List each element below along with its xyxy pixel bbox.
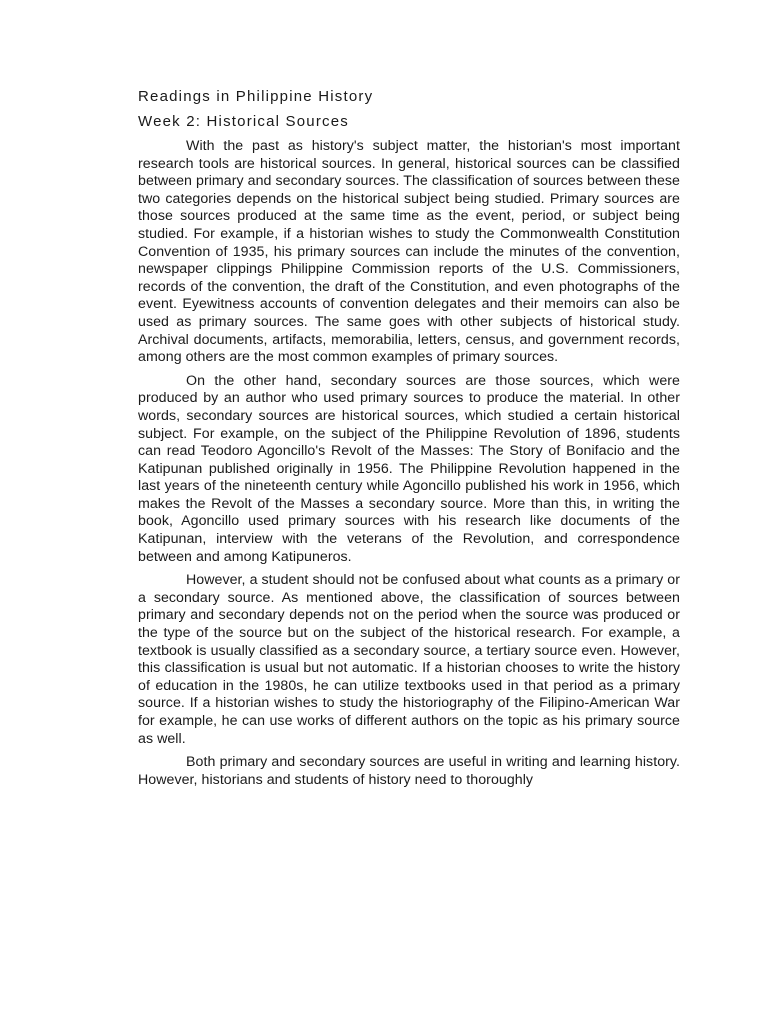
paragraph-secondary-sources: On the other hand, secondary sources are those sources, which were produced by an author who used primary sources to produce the material. In other words, secondary sources are historical sources, which studied a certain historical subject. For example, on the subject of the Philippine Revolution of 1896, students can read Teodoro Agoncillo's Revolt of the Masses: The Story of Bonifacio and the Katipunan published originally in 1956. The Philippine Revolution happened in the last years of the nineteenth century while Agoncillo published his work in 1956, which makes the Revolt of the Masses a secondary source. More than this, in writing the book, Agoncillo used primary sources with his research like documents of the Katipunan, interview with the veterans of the Revolution, and correspondence between and among Katipuneros. [138,372,680,565]
paragraph-classification: However, a student should not be confused about what counts as a primary or a secondary source. As mentioned above, the classification of sources between primary and secondary depends not on the period when the source was produced or the type of the source but on the subject of the historical research. For example, a textbook is usually classified as a secondary source, a tertiary source even. However, this classification is usual but not automatic. If a historian chooses to write the history of education in the 1980s, he can utilize textbooks used in that period as a primary source. If a historian wishes to study the historiography of the Filipino-American War for example, he can use works of different authors on the topic as his primary source as well. [138,572,680,747]
body-text [138,138,680,789]
week-title: Week 2: Historical Sources [138,113,349,130]
document-page [138,86,680,795]
paragraph-usefulness: Both primary and secondary sources are useful in writing and learning history. However, historians and students of history need to thoroughly [138,754,680,788]
course-title: Readings in Philippine History [138,88,374,105]
paragraph-primary-sources: With the past as history's subject matter, the historian's most important research tools are historical sources. In general, historical sources can be classified between primary and secondary sources. The classification of sources between these two categories depends on the historical subject being studied. Primary sources are those sources produced at the same time as the event, period, or subject being studied. For example, if a historian wishes to study the Commonwealth Constitution Convention of 1935, his primary sources can include the minutes of the convention, newspaper clippings Philippine Commission reports of the U.S. Commissioners, records of the convention, the draft of the Constitution, and even photographs of the event. Eyewitness accounts of convention delegates and their memoirs can also be used as primary sources. The same goes with other subjects of historical study. Archival documents, artifacts, memorabilia, letters, census, and government records, among others are the most common examples of primary sources. [138,138,680,366]
